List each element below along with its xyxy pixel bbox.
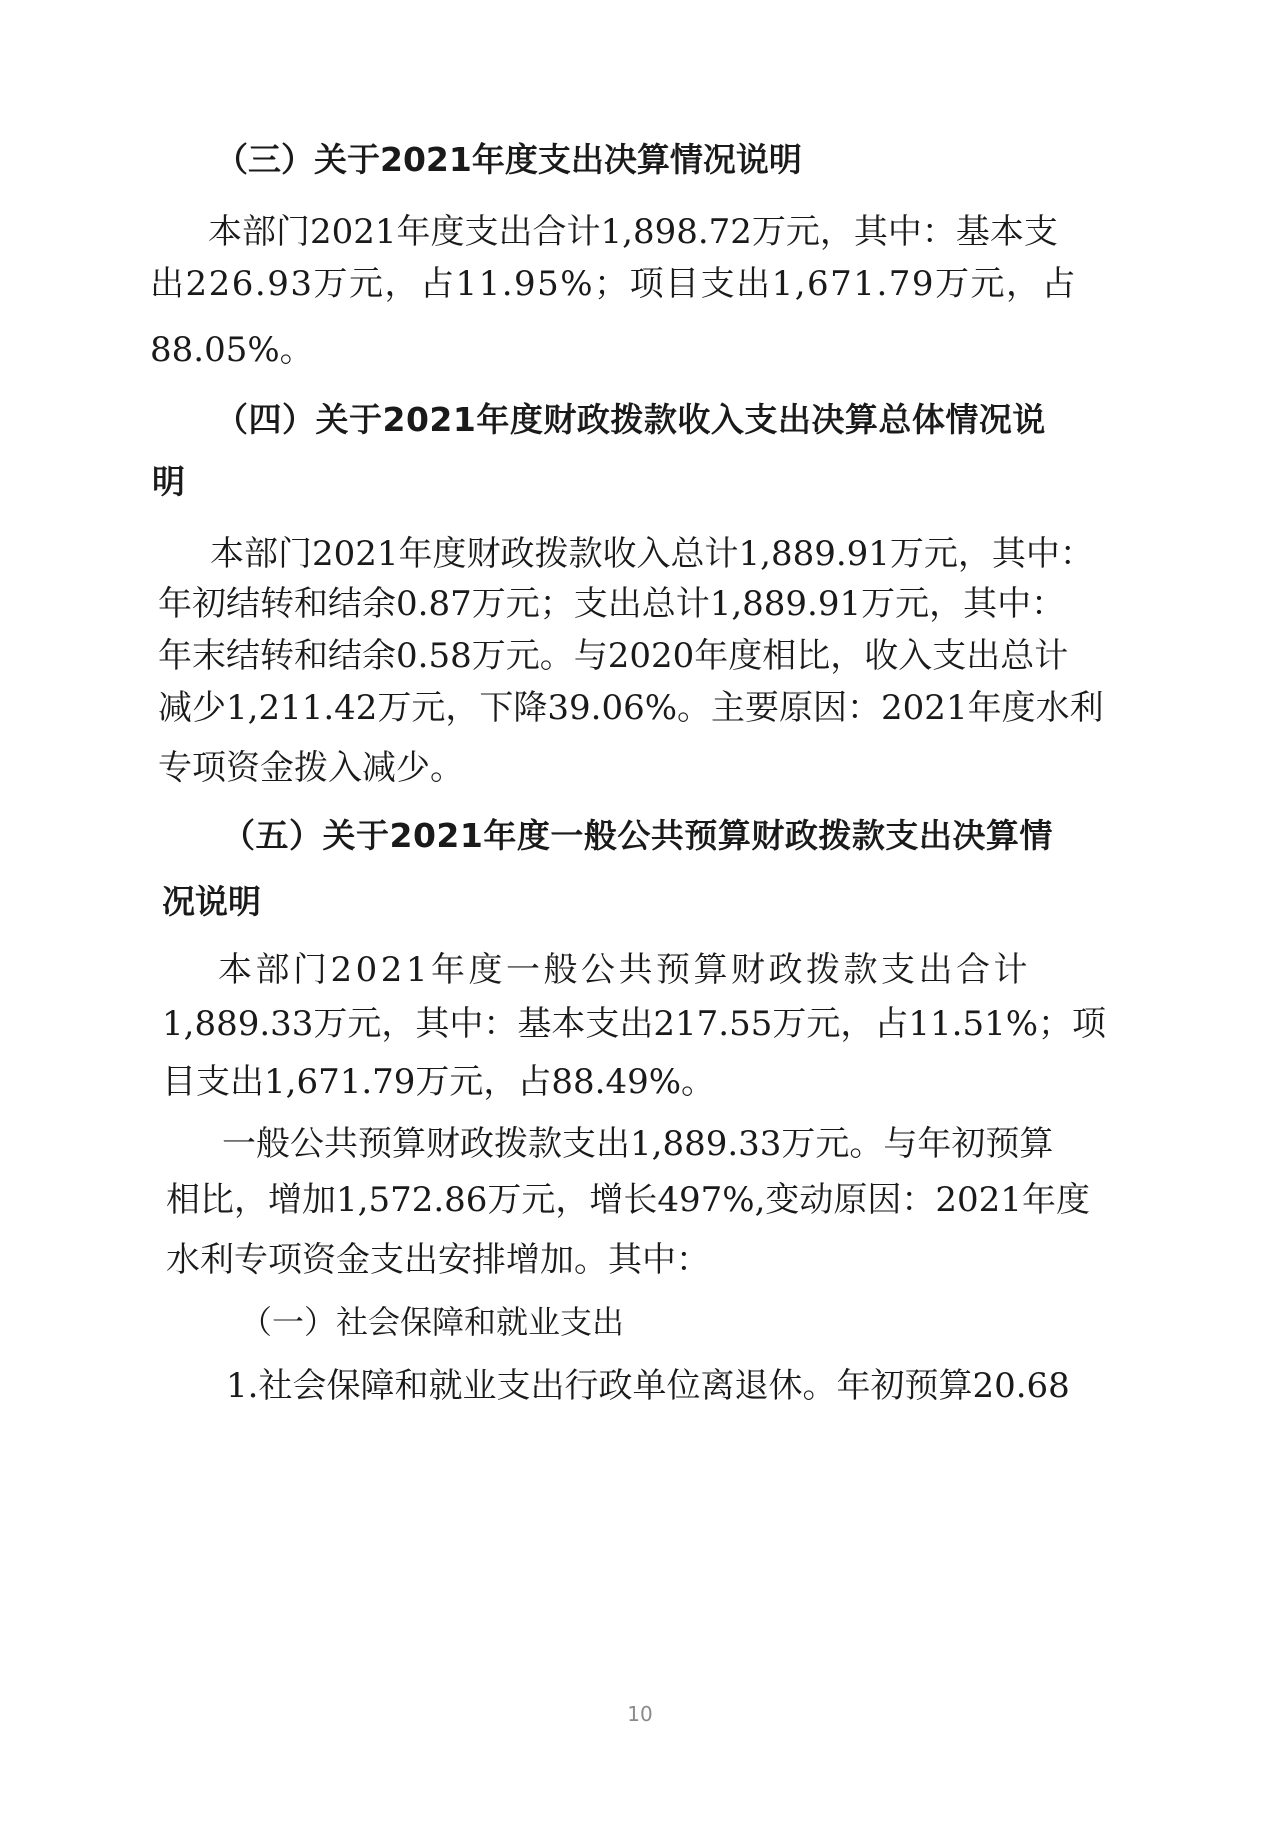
section-heading-5-cont: 况说明 — [162, 882, 261, 921]
paragraph-line: 相比，增加1,572.86万元，增长497%,变动原因：2021年度 — [166, 1180, 1090, 1220]
paragraph-line: 年初结转和结余0.87万元；支出总计1,889.91万元，其中： — [158, 584, 1066, 624]
paragraph-line: 1,889.33万元，其中：基本支出217.55万元，占11.51%；项 — [162, 1004, 1107, 1044]
paragraph-line: 本部门2021年度财政拨款收入总计1,889.91万元，其中： — [210, 534, 1094, 574]
paragraph-line: 年末结转和结余0.58万元。与2020年度相比，收入支出总计 — [158, 636, 1069, 676]
paragraph-line: 出226.93万元，占11.95%；项目支出1,671.79万元，占 — [150, 264, 1078, 304]
section-heading-4: （四）关于2021年度财政拨款收入支出决算总体情况说 — [215, 400, 1046, 439]
section-heading-4-cont: 明 — [152, 462, 185, 501]
paragraph-line: 本部门2021年度一般公共预算财政拨款支出合计 — [218, 950, 1032, 990]
page-number: 10 — [627, 1702, 653, 1726]
paragraph-line: 专项资金拨入减少。 — [158, 748, 464, 788]
paragraph-line: 88.05%。 — [150, 330, 314, 370]
paragraph-line: 水利专项资金支出安排增加。其中： — [166, 1240, 710, 1280]
paragraph-line: 一般公共预算财政拨款支出1,889.33万元。与年初预算 — [222, 1124, 1054, 1164]
section-heading-3: （三）关于2021年度支出决算情况说明 — [215, 140, 802, 179]
paragraph-line: 减少1,211.42万元，下降39.06%。主要原因：2021年度水利 — [158, 688, 1104, 728]
paragraph-line — [208, 212, 1058, 252]
text-span: 本部门2021年度支出合计1,898.72万元，其中：基本支 — [208, 212, 1058, 252]
paragraph-line: 1.社会保障和就业支出行政单位离退休。年初预算20.68 — [226, 1366, 1070, 1406]
paragraph-line: 目支出1,671.79万元，占88.49%。 — [162, 1062, 716, 1102]
subsection-heading: （一）社会保障和就业支出 — [240, 1303, 625, 1341]
section-heading-5: （五）关于2021年度一般公共预算财政拨款支出决算情 — [222, 816, 1053, 855]
